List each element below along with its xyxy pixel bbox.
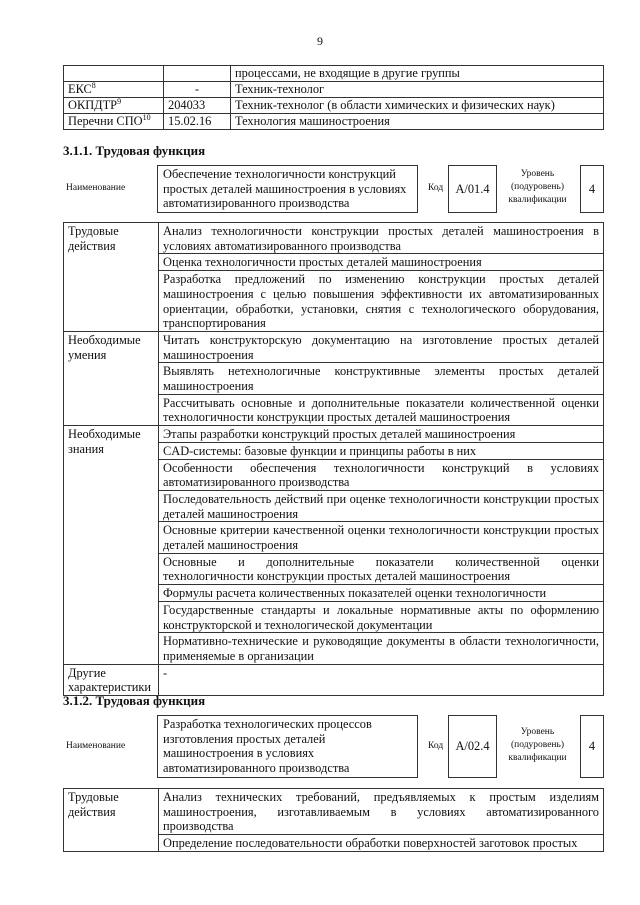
table-row [64,82,604,98]
cell-classifier [64,98,164,114]
function-code: A/01.4 [448,165,497,213]
list-item: Разработка предложений по изменению конструкции простых деталей машиностроения с целью повышения эффективности их автоматизированных ориентации, обработки, установки, снятия с технологического оборудования, транспортирования [159,271,604,332]
table-row [64,114,604,130]
group-label: Другие характеристики [64,664,159,695]
code-label: Код [428,740,444,751]
function-name: Разработка технологических процессов изготовления простых деталей машиностроения в условиях автоматизированного производства [157,715,418,778]
qualification-level: 4 [580,715,604,778]
cell-code: 15.02.16 [164,114,231,130]
list-item: CAD-системы: базовые функции и принципы работы в них [159,442,604,459]
group-label: Необходимые знания [64,426,159,665]
level-label-line: Уровень [520,169,555,179]
table-row [64,66,604,82]
cell-classifier [64,114,164,130]
function-code: A/02.4 [448,715,497,778]
classifier-name: Перечни СПО [68,114,143,128]
table-row [64,789,604,835]
list-item: Читать конструкторскую документацию на изготовление простых деталей машиностроения [159,331,604,362]
list-item: Определение последовательности обработки поверхностей заготовок простых [159,835,604,852]
level-label-line: (подуровень) [510,182,565,192]
group-label: Необходимые умения [64,331,159,425]
list-item: Последовательность действий при оценке технологичности конструкции простых деталей машиностроения [159,490,604,521]
section-heading-3-1-2: 3.1.2. Трудовая функция [63,693,206,708]
classifier-name: ЕКС [68,82,92,96]
page-number: 9 [317,34,323,48]
footnote-ref: 10 [142,112,151,122]
name-label: Наименование [66,740,126,751]
level-label-line: квалификации [508,752,567,763]
code-label: Код [428,183,444,193]
cell-code: 204033 [164,98,231,114]
level-label-line: квалификации [508,195,567,205]
list-item: Основные и дополнительные показатели количественной оценки технологичности конструкции простых деталей машиностроения [159,553,604,584]
classifier-name: ОКПДТР [68,98,118,112]
table-row [64,664,604,695]
level-label-line: (подуровень) [510,739,565,750]
level-label-line: Уровень [520,726,555,737]
list-item: - [159,664,604,695]
list-item: Анализ технических требований, предъявляемых к простым изделиям машиностроения, изготавливаемым в условиях автоматизированного производства [159,789,604,835]
section-heading-3-1-1: 3.1.1. Трудовая функция [63,143,206,158]
function-name-block [63,715,604,778]
list-item: Оценка технологичности простых деталей машиностроения [159,254,604,271]
list-item: Формулы расчета количественных показателей оценки технологичности [159,585,604,602]
function-table-3-1-2 [63,788,604,852]
list-item: Нормативно-технические и руководящие документы в области технологичности, применяемые в организации [159,633,604,664]
qualification-level: 4 [580,165,604,213]
cell-title: Техник-технолог (в области химических и физических наук) [231,98,604,114]
list-item: Рассчитывать основные и дополнительные показатели количественной оценки технологичности конструкции простых деталей машиностроения [159,394,604,425]
list-item: Этапы разработки конструкций простых деталей машиностроения [159,426,604,443]
table-row [64,223,604,254]
classification-table [63,65,604,130]
cell-code [164,66,231,82]
table-row [64,98,604,114]
cell-title: Техник-технолог [231,82,604,98]
list-item: Особенности обеспечения технологичности конструкций в условиях автоматизированного производства [159,459,604,490]
level-label [500,168,575,207]
cell-code: - [164,82,231,98]
list-item: Анализ технологичности конструкции простых деталей машиностроения в условиях автоматизированного производства [159,223,604,254]
footnote-ref: 8 [91,80,96,90]
cell-classifier [64,82,164,98]
function-name: Обеспечение технологичности конструкций простых деталей машиностроения в условиях автоматизированного производства [157,165,418,213]
cell-title: Технология машиностроения [231,114,604,130]
cell-title: процессами, не входящие в другие группы [231,66,604,82]
list-item: Основные критерии качественной оценки технологичности конструкции простых деталей машиностроения [159,522,604,553]
list-item: Выявлять нетехнологичные конструктивные элементы простых деталей машиностроения [159,363,604,394]
function-name-block [63,165,604,213]
cell-classifier [64,66,164,82]
level-label [500,726,575,765]
table-row [64,426,604,443]
table-row [64,331,604,362]
footnote-ref: 9 [117,96,122,106]
group-label: Трудовые действия [64,789,159,852]
group-label: Трудовые действия [64,223,159,332]
list-item: Государственные стандарты и локальные нормативные акты по оформлению конструкторской и технологической документации [159,601,604,632]
function-table-3-1-1 [63,222,604,696]
name-label: Наименование [66,183,126,193]
